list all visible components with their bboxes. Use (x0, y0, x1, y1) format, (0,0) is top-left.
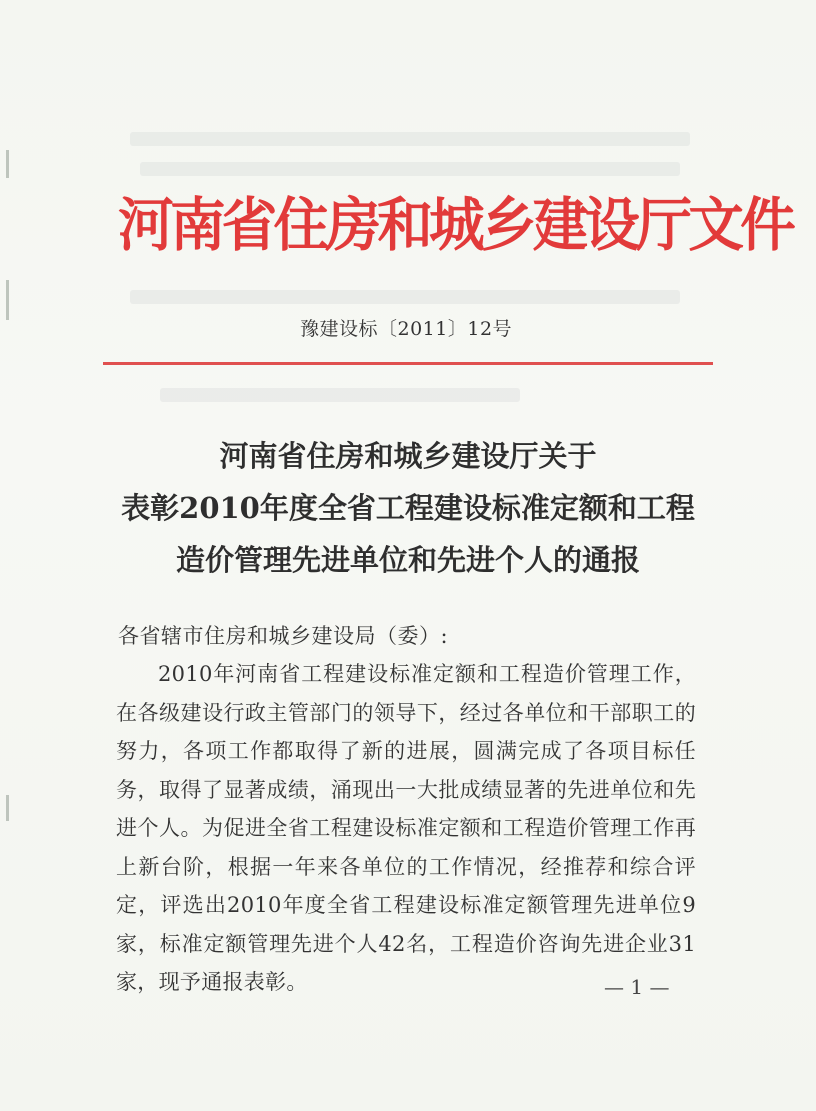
bleed-through-shadow (130, 290, 680, 304)
scan-edge-mark-lower (6, 795, 9, 821)
notice-title-line: 表彰2010年度全省工程建设标准定额和工程 (121, 491, 695, 525)
page-number: — 1 — (604, 975, 670, 999)
agency-header-title: 河南省住房和城乡建设厅文件 (118, 191, 792, 259)
notice-title-line: 河南省住房和城乡建设厅关于 (219, 439, 597, 473)
notice-title (100, 430, 716, 586)
scan-edge-mark-top (6, 150, 9, 178)
bleed-through-shadow (160, 388, 520, 402)
bleed-through-shadow (130, 132, 690, 146)
header-divider-rule (103, 362, 713, 365)
scan-edge-mark-middle (6, 280, 9, 320)
salutation: 各省辖市住房和城乡建设局（委）: (118, 624, 449, 648)
bleed-through-shadow (140, 162, 680, 176)
notice-title-line: 造价管理先进单位和先进个人的通报 (175, 543, 640, 577)
body-paragraph: 2010年河南省工程建设标准定额和工程造价管理工作，在各级建设行政主管部门的领导下，经过各单位和干部职工的努力，各项工作都取得了新的进展，圆满完成了各项目标任务，取得了显著成绩，涌现出一大批成绩显著的先进单位和先进个人。为促进全省工程建设标准定额和工程造价管理工作再上新台阶，根据一年来各单位的工作情况，经推荐和综合评定，评选出2010年度全省工程建设标准定额管理先进单位9家，标准定额管理先进个人42名，工程造价咨询先进企业31家，现予通报表彰。 (116, 662, 696, 994)
document-number: 豫建设标〔2011〕12号 (300, 318, 513, 340)
